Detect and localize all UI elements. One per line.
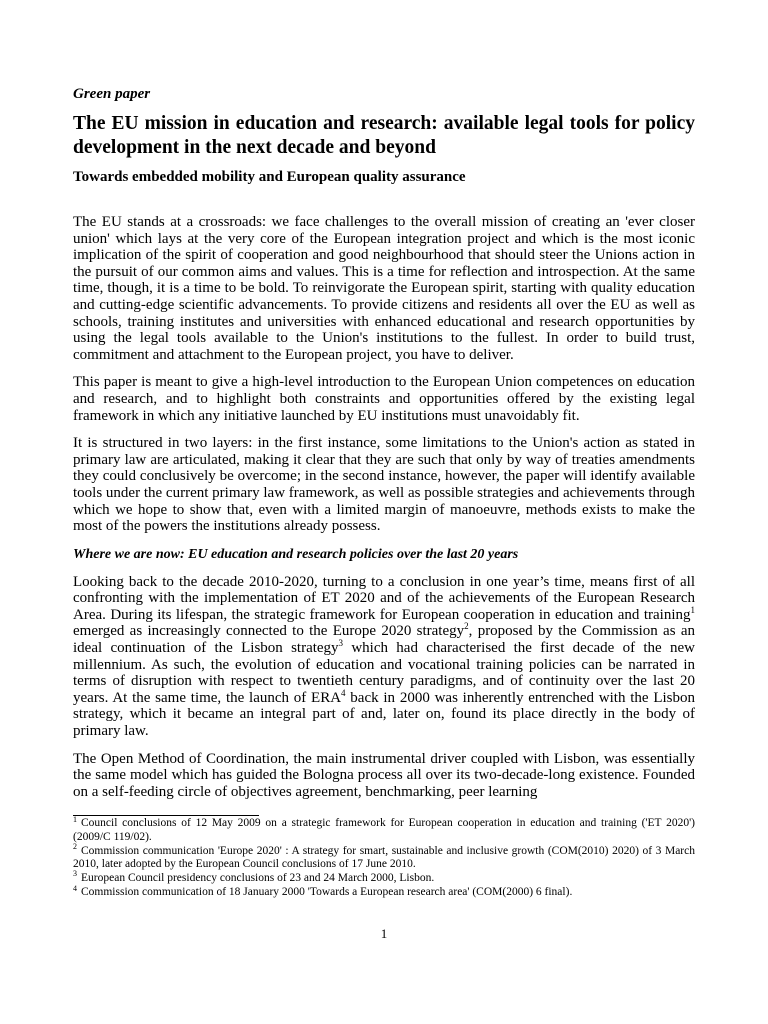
footnote-ref-1: 1 [690,604,695,615]
footnote-text: European Council presidency conclusions of 23 and 24 March 2000, Lisbon. [81,872,435,885]
section-paragraph-1-text-e: back in 2000 was inherently entrenched with the Lisbon strategy, which it became an integral part of and, later on, found its place directly in the body of primary law. [73,689,695,740]
section-paragraph-1-text-b: emerged as increasingly connected to the Europe 2020 strategy [73,623,465,640]
section-paragraph-1-text-d: which had characterised the first decade of the new millennium. As such, the evolution of education and vocational training policies can be narrated in terms of disruption with respect to twentieth century paradigms, and of continuity over the last 20 years. At the same time, the launch of ERA [73,640,695,706]
section-paragraph-1-text-c: , proposed by the Commission as an ideal continuation of the Lisbon strategy [73,623,695,657]
footnote [73,869,695,885]
footnote-ref-2: 2 [464,621,469,632]
section-heading: Where we are now: EU education and research policies over the last 20 years [73,546,519,562]
footnote-text: Commission communication 'Europe 2020' : A strategy for smart, sustainable and inclusive growth (COM(2010) 2020) of 3 March 2010, later adopted by the European Council conclusions of 17 June 2010. [73,844,695,871]
document-page [73,86,695,900]
footnote [73,841,695,871]
document-label: Green paper [73,86,151,102]
document-title: The EU mission in education and research: available legal tools for policy development in the next decade and beyond [73,113,695,158]
footnote [73,814,695,843]
footnote-ref-3: 3 [338,638,344,649]
intro-paragraph-3: It is structured in two layers: in the first instance, some limitations to the Union's action as stated in primary law are articulated, making it clear that they are such that only by way of treaties amendments they could conclusively be overcome; in the second instance, however, the paper will identify available tools under the current primary law framework, as well as possible strategies and achievements through which we hope to show that, even with a limited margin of manoeuvre, methods exists to make the most of the powers the institutions already possess. [73,435,695,535]
intro-paragraph-1: The EU stands at a crossroads: we face challenges to the overall mission of creating an 'ever closer union' which lays at the very core of the European integration project and which is the most iconic implication of the spirit of cooperation and good neighbourhood that should steer the Unions action in the pursuit of our common aims and values. This is a time for reflection and introspection. At the same time, though, it is a time to be bold. To reinvigorate the European spirit, starting with quality education and cutting-edge scientific advancements. To provide citizens and residents all over the EU as well as schools, training institutes and universities with enhanced educational and research opportunities by using the legal tools available to the Union's institutions to the fullest. In order to build trust, commitment and attachment to the European project, you have to deliver. [73,214,695,363]
section-paragraph-1-text-a: Looking back to the decade 2010-2020, turning to a conclusion in one year’s time, means first of all confronting with the implementation of ET 2020 and of the achievements of the European Research Area. During its lifespan, the strategic framework for European cooperation in education and training [73,573,695,623]
section-paragraph-1 [73,574,695,740]
intro-paragraph-2: This paper is meant to give a high-level introduction to the European Union competences on education and research, and to highlight both constraints and opportunities offered by the existing legal framework in which any initiative launched by EU institutions must unavoidably fit. [73,374,695,424]
footnote-text: Commission communication of 18 January 2000 'Towards a European research area' (COM(2000) 6 final). [81,886,573,899]
page-number: 1 [380,926,388,941]
footnote-number: 2 [73,841,77,851]
footnote-number: 1 [73,814,77,824]
footnote-ref-4: 4 [341,687,346,698]
footnote-number: 3 [73,869,77,879]
footnotes [73,814,695,899]
document-subtitle: Towards embedded mobility and European quality assurance [73,169,466,185]
footnote [73,883,695,899]
footnote-text: Council conclusions of 12 May 2009 on a strategic framework for European cooperation in education and training ('ET 2020') (2009/C 119/02). [73,817,695,843]
footnote-number: 4 [73,883,77,893]
section-paragraph-2: The Open Method of Coordination, the main instrumental driver coupled with Lisbon, was essentially the same model which has guided the Bologna process all over its two-decade-long existence. Founded on a self-feeding circle of objectives agreement, benchmarking, peer learning [73,750,695,800]
